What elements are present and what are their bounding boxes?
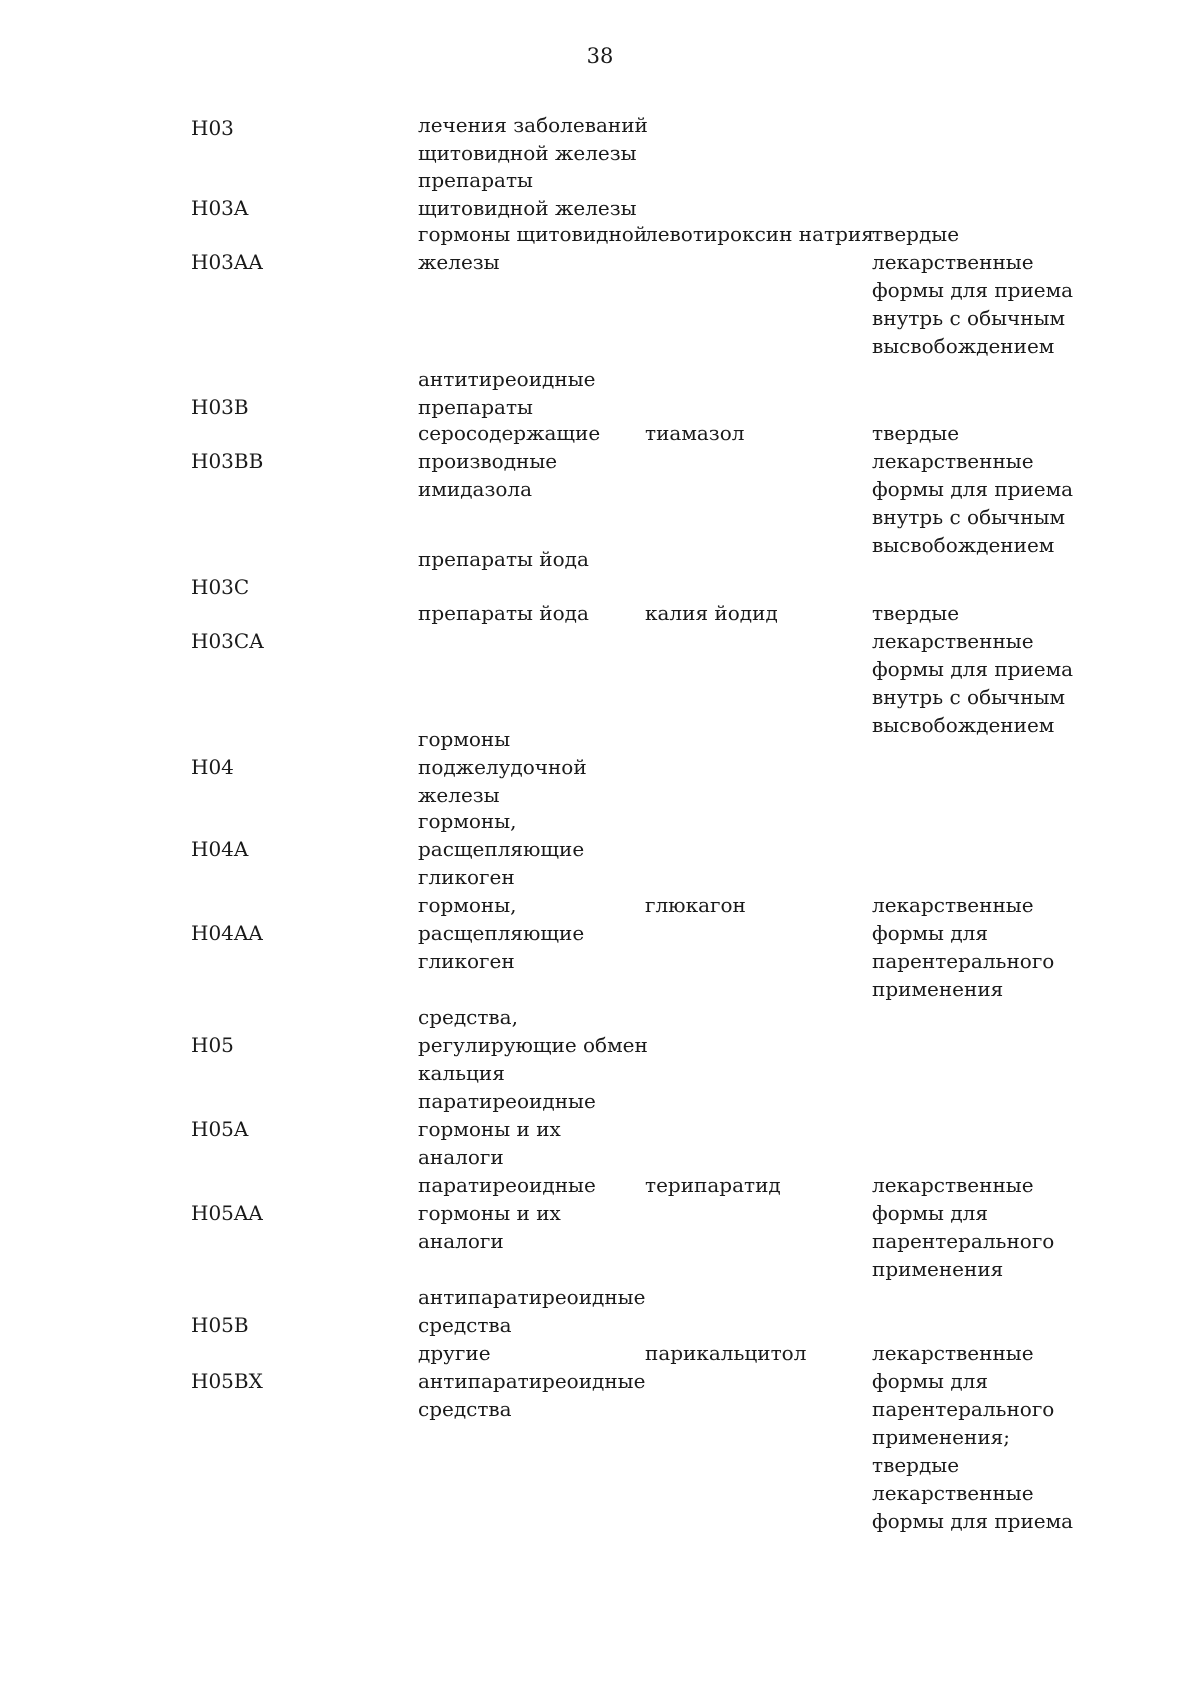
dosage-form: твердые лекарственные формы для приема внутрь с обычным высвобождением: [872, 421, 1074, 557]
atc-code: H03AA: [191, 250, 263, 274]
atc-code: H03CA: [191, 629, 264, 653]
atc-code: H05AA: [191, 1201, 263, 1225]
group-name: средства, регулирующие обмен кальция: [418, 1005, 648, 1085]
atc-code: H05B: [191, 1313, 249, 1337]
dosage-form: лекарственные формы для парентерального применения: [872, 1173, 1055, 1281]
atc-code: H03: [191, 116, 234, 140]
group-name: паратиреоидные гормоны и их аналоги: [418, 1173, 596, 1253]
atc-code: H04AA: [191, 921, 263, 945]
atc-code: H05A: [191, 1117, 249, 1141]
atc-code: H03C: [191, 575, 250, 599]
table-row: [0, 601, 1200, 753]
table-row: [0, 727, 1200, 835]
drug-name: терипаратид: [645, 1173, 781, 1197]
group-name: лечения заболеваний щитовидной железы: [418, 113, 648, 165]
atc-code: H04: [191, 755, 234, 779]
group-name: серосодержащие производные имидазола: [418, 421, 601, 501]
dosage-form: лекарственные формы для парентерального применения: [872, 893, 1055, 1001]
group-name: другие антипаратиреоидные средства: [418, 1341, 646, 1421]
group-name: препараты йода: [418, 547, 589, 571]
group-name: препараты йода: [418, 601, 589, 625]
group-name: антипаратиреоидные средства: [418, 1285, 646, 1337]
drug-name: глюкагон: [645, 893, 746, 917]
atc-code: H04A: [191, 837, 249, 861]
drug-name: левотироксин натрия: [645, 222, 874, 246]
table-row: [0, 421, 1200, 573]
group-name: препараты щитовидной железы: [418, 168, 637, 220]
page-number: 38: [586, 44, 614, 68]
group-name: паратиреоидные гормоны и их аналоги: [418, 1089, 596, 1169]
group-name: гормоны щитовидной железы: [418, 222, 648, 274]
group-name: гормоны, расщепляющие гликоген: [418, 809, 585, 889]
dosage-form: твердые лекарственные формы для приема внутрь с обычным высвобождением: [872, 601, 1074, 737]
dosage-form: лекарственные формы для парентерального применения; твердые лекарственные формы для приема: [872, 1341, 1074, 1533]
drug-name: тиамазол: [645, 421, 745, 445]
group-name: гормоны, расщепляющие гликоген: [418, 893, 585, 973]
atc-code: H05: [191, 1033, 234, 1057]
table-row: [0, 1005, 1200, 1115]
table-row: [0, 1341, 1200, 1563]
atc-code: H05BX: [191, 1369, 263, 1393]
drug-name: калия йодид: [645, 601, 778, 625]
table-row: [0, 222, 1200, 393]
atc-code: H03B: [191, 395, 249, 419]
group-name: антитиреоидные препараты: [418, 367, 596, 419]
drug-table: [0, 114, 1200, 1563]
atc-code: H03A: [191, 196, 249, 220]
dosage-form: твердые лекарственные формы для приема внутрь с обычным высвобождением: [872, 222, 1074, 358]
drug-name: парикальцитол: [645, 1341, 807, 1365]
atc-code: H03BB: [191, 449, 264, 473]
group-name: гормоны поджелудочной железы: [418, 727, 587, 807]
